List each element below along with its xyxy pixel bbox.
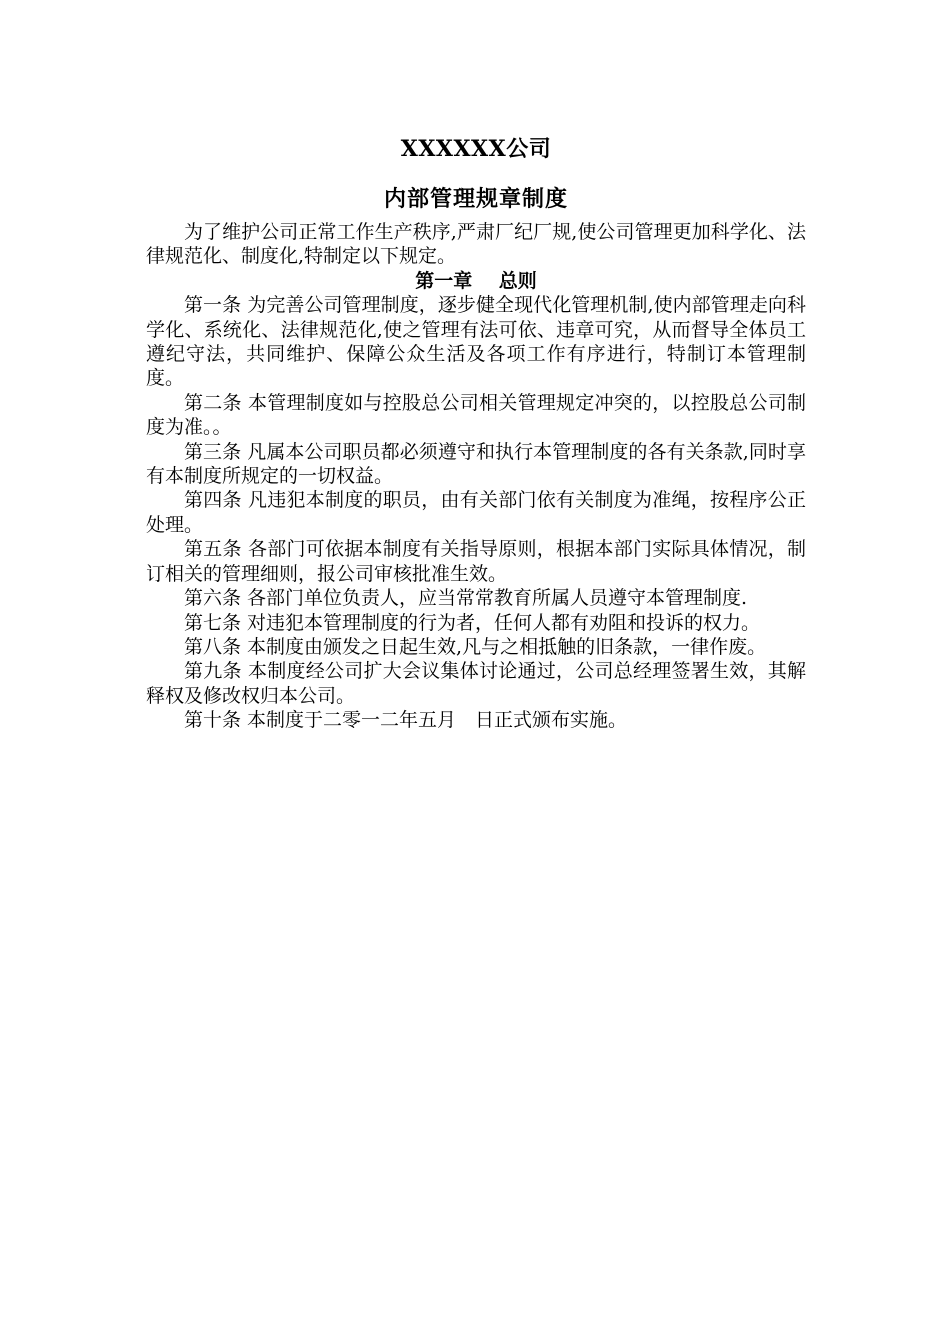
- company-title: XXXXXX公司: [400, 136, 552, 162]
- intro-paragraph: 为了维护公司正常工作生产秩序,严肃厂纪厂规,使公司管理更加科学化、法律规范化、制度化,特制定以下规定。: [146, 221, 806, 268]
- chapter-heading: [146, 269, 806, 293]
- document-page: [146, 132, 806, 733]
- chapter-name: 总则: [498, 269, 537, 292]
- articles-list: [146, 293, 806, 732]
- article-8: 第八条 本制度由颁发之日起生效,凡与之相抵触的旧条款，一律作废。: [184, 635, 767, 658]
- article-5: 第五条 各部门可依据本制度有关指导原则，根据本部门实际具体情况，制订相关的管理细则，报公司审核批准生效。: [146, 538, 806, 585]
- article-10: 第十条 本制度于二零一二年五月 日正式颁布实施。: [184, 709, 628, 732]
- article-7: 第七条 对违犯本管理制度的行为者，任何人都有劝阻和投诉的权力。: [184, 611, 761, 634]
- article-3: 第三条 凡属本公司职员都必须遵守和执行本管理制度的各有关条款,同时享有本制度所规定的一切权益。: [146, 440, 806, 488]
- article-9: 第九条 本制度经公司扩大会议集体讨论通过，公司总经理签署生效，其解释权及修改权归本公司。: [146, 660, 806, 707]
- article-2: 第二条 本管理制度如与控股总公司相关管理规定冲突的，以控股总公司制度为准。。: [146, 391, 806, 439]
- article-4: 第四条 凡违犯本制度的职员，由有关部门依有关制度为准绳，按程序公正处理。: [146, 489, 806, 536]
- document-title: 内部管理规章制度: [383, 186, 568, 212]
- article-1: 第一条 为完善公司管理制度，逐步健全现代化管理机制,使内部管理走向科学化、系统化、法律规范化,使之管理有法可依、违章可究，从而督导全体员工遵纪守法，共同维护、保障公众生活及各项工作有序进行，特制订本管理制度。: [146, 294, 806, 390]
- chapter-number: 第一章: [415, 269, 473, 292]
- article-6: 第六条 各部门单位负责人，应当常常教育所属人员遵守本管理制度.: [184, 587, 748, 610]
